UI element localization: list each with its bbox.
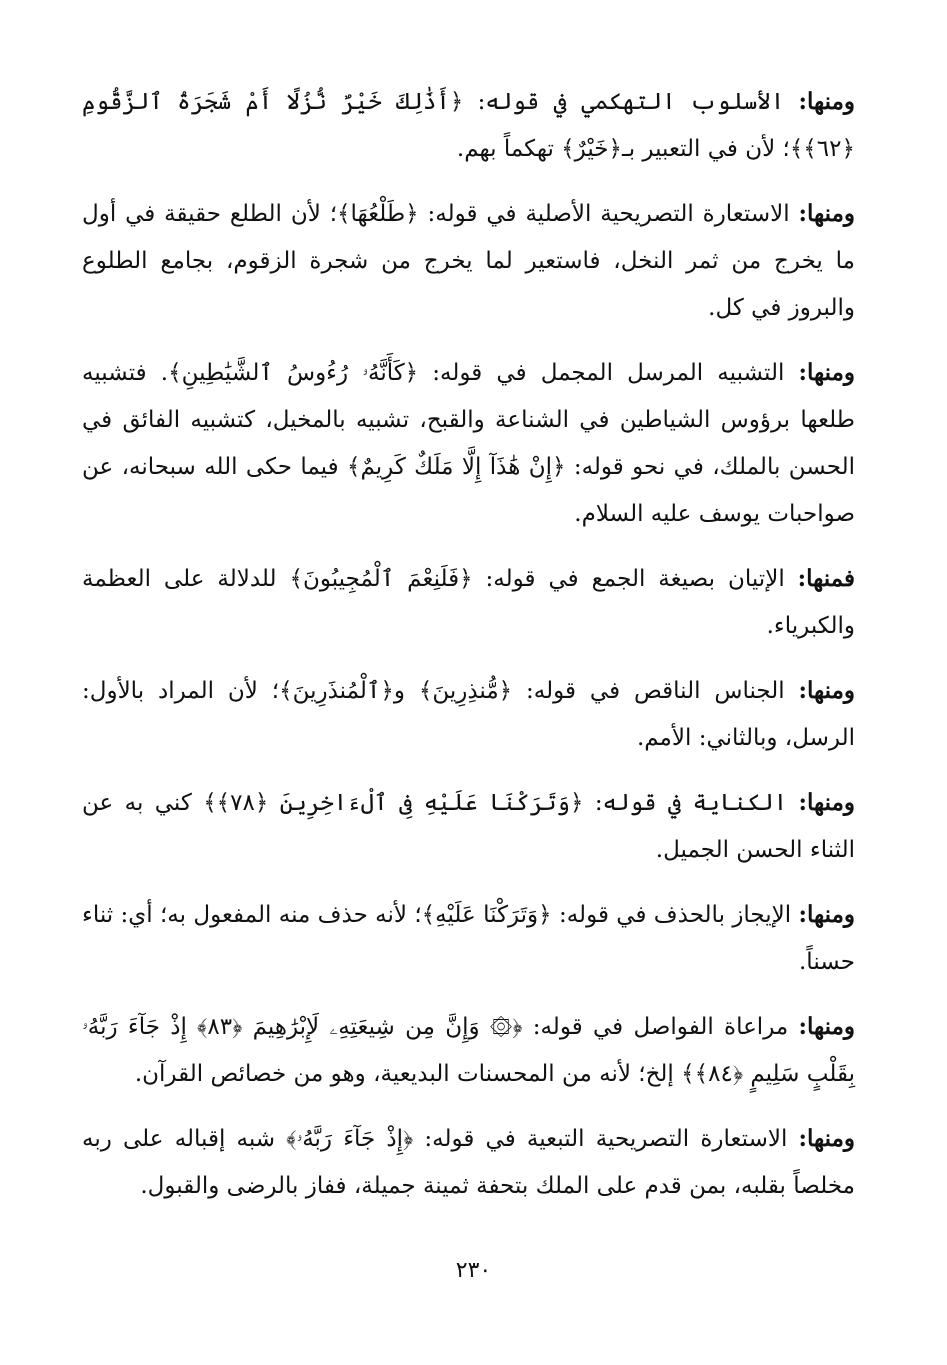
paragraph-lead: ومنها: bbox=[798, 677, 855, 704]
paragraph-text: الإيجاز بالحذف في قوله: ﴿وَتَرَكْنَا عَلَيْهِ﴾؛ لأنه حذف منه المفعول به؛ أي: ثناء حسناً. bbox=[82, 902, 855, 975]
paragraph-lead: ومنها: bbox=[798, 789, 856, 816]
paragraph bbox=[82, 555, 855, 650]
paragraph-text: مراعاة الفواصل في قوله: ﴿۞ وَإِنَّ مِن شِيعَتِهِۦ لَإِبْرَٰهِيمَ ﴿٨٣﴾ إِذْ جَآءَ رَبَّهُۥ بِقَلْبٍ سَلِيمٍ ﴿٨٤﴾﴾ إلخ؛ لأنه من المحسنات البديعية، وهو من خصائص القرآن. bbox=[82, 1014, 855, 1087]
paragraph-lead: ومنها: bbox=[798, 1013, 855, 1040]
paragraph bbox=[82, 1115, 855, 1210]
paragraph-text: الأسلوب التهكمي في قوله: ﴿أَذَٰلِكَ خَيْرٌ نُّزُلًا أَمْ شَجَرَةُ ٱلزَّقُّومِ ﴿٦٢﴾﴾؛ لأن في التعبير بـ﴿خَيْرٌ﴾ تهكماً بهم. bbox=[82, 89, 855, 162]
paragraph-lead: فمنها: bbox=[797, 565, 855, 592]
paragraph-text: الجناس الناقص في قوله: ﴿مُّنذِرِينَ﴾ و﴿ٱلْمُنذَرِينَ﴾؛ لأن المراد بالأول: الرسل، وبالثاني: الأمم. bbox=[82, 678, 855, 751]
paragraph-text: الاستعارة التصريحية الأصلية في قوله: ﴿طَلْعُهَا﴾؛ لأن الطلع حقيقة في أول ما يخرج من ثمر النخل، فاستعير لما يخرج من شجرة الزقوم، بجامع الطلوع والبروز في كل. bbox=[82, 201, 855, 321]
paragraph-lead: ومنها: bbox=[798, 359, 855, 386]
paragraph-lead: ومنها: bbox=[798, 88, 855, 115]
paragraph bbox=[82, 190, 855, 332]
paragraph bbox=[82, 891, 855, 986]
paragraph-lead: ومنها: bbox=[798, 1125, 856, 1152]
paragraph-text: الإتيان بصيغة الجمع في قوله: ﴿فَلَنِعْمَ ٱلْمُجِيبُونَ﴾ للدلالة على العظمة والكبرياء. bbox=[82, 566, 855, 639]
paragraph-text: الكناية في قوله: ﴿وَتَرَكْنَا عَلَيْهِ فِى ٱلْءَاخِرِينَ ﴿٧٨﴾﴾ كني به عن الثناء الحسن الجميل. bbox=[82, 790, 855, 863]
paragraph bbox=[82, 779, 855, 874]
page-body bbox=[82, 78, 855, 1210]
paragraph-lead: ومنها: bbox=[798, 200, 855, 227]
paragraph-lead: ومنها: bbox=[798, 901, 855, 928]
paragraph bbox=[82, 349, 855, 538]
paragraph bbox=[82, 667, 855, 762]
paragraph bbox=[82, 1003, 855, 1098]
paragraph-text: الاستعارة التصريحية التبعية في قوله: ﴿إِذْ جَآءَ رَبَّهُۥ﴾ شبه إقباله على ربه مخلصاً بقلبه، بمن قدم على الملك بتحفة ثمينة جميلة، ففاز بالرضى والقبول. bbox=[82, 1126, 855, 1199]
page-number: ٢٣٠ bbox=[455, 1258, 492, 1283]
paragraph-text: التشبيه المرسل المجمل في قوله: ﴿كَأَنَّهُۥ رُءُوسُ ٱلشَّيَٰطِينِ﴾. فتشبيه طلعها برؤوس الشياطين في الشناعة والقبح، تشبيه بالمخيل، كتشبيه الفائق في الحسن بالملك، في نحو قوله: ﴿إِنْ هَٰذَآ إِلَّا مَلَكٌ كَرِيمٌ﴾ فيما حكى الله سبحانه، عن صواحبات يوسف عليه السلام. bbox=[82, 360, 855, 527]
paragraph bbox=[82, 78, 855, 173]
